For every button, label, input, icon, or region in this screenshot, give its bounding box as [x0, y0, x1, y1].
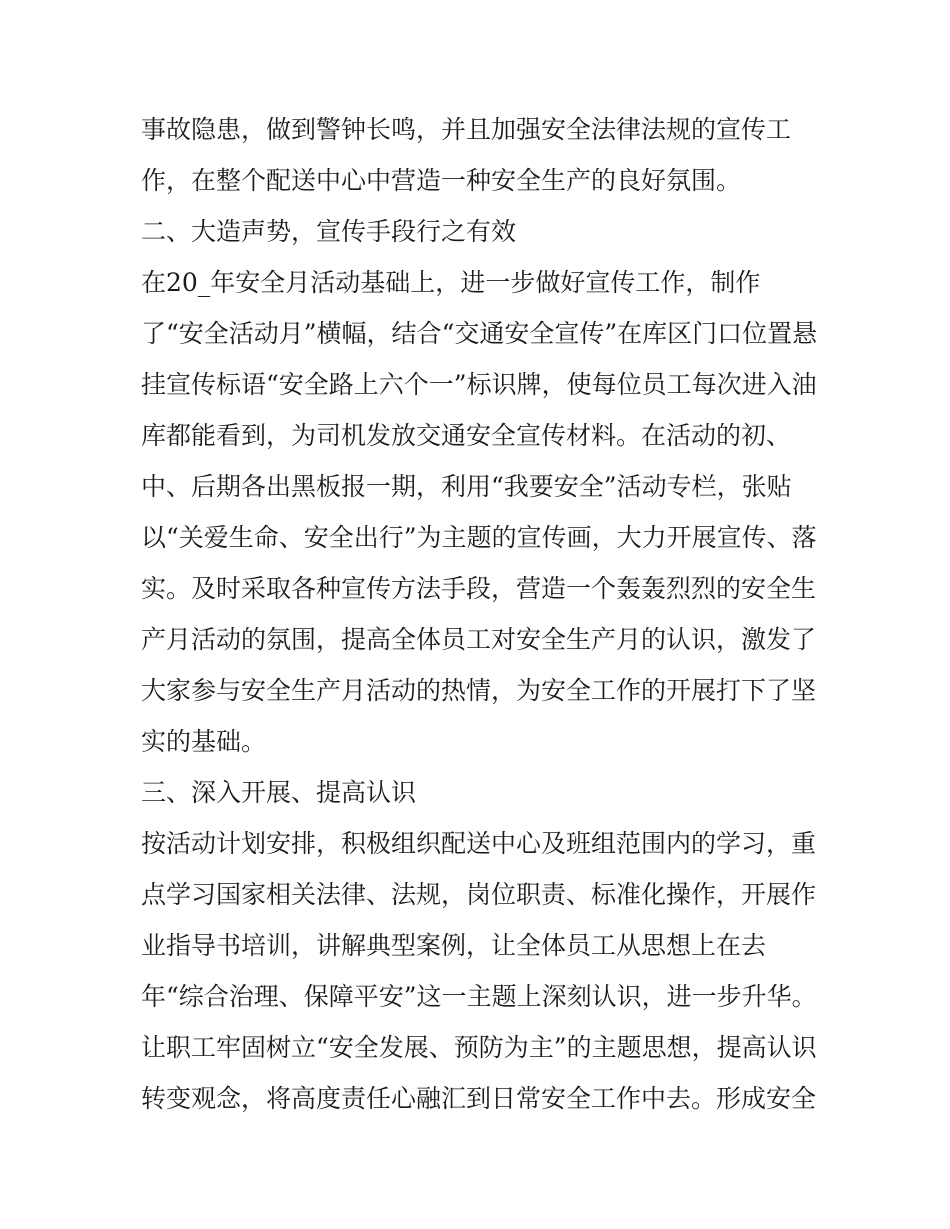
text-line: 产月活动的氛围，提高全体员工对安全生产月的认识，激发了 [141, 625, 817, 654]
text-line: 年“综合治理、保障平安”这一主题上深刻认识，进一步升华。 [141, 982, 817, 1011]
text-line: 挂宣传标语“安全路上六个一”标识牌，使每位员工每次进入油 [141, 370, 817, 399]
section-heading: 二、大造声势，宣传手段行之有效 [141, 217, 517, 246]
text-line: 以“关爱生命、安全出行”为主题的宣传画，大力开展宣传、落 [141, 523, 817, 552]
section-heading: 三、深入开展、提高认识 [141, 778, 417, 807]
text-line: 事故隐患，做到警钟长鸣，并且加强安全法律法规的宣传工 [141, 115, 792, 144]
text-line: 实。及时采取各种宣传方法手段，营造一个轰轰烈烈的安全生 [141, 574, 817, 603]
text-line: 了“安全活动月”横幅，结合“交通安全宣传”在库区门口位置悬 [141, 319, 818, 348]
text-line: 作，在整个配送中心中营造一种安全生产的良好氛围。 [141, 166, 742, 195]
text-line: 转变观念，将高度责任心融汇到日常安全工作中去。形成安全 [141, 1084, 817, 1113]
text-line: 让职工牢固树立“安全发展、预防为主”的主题思想，提高认识 [141, 1033, 817, 1062]
text-line: 业指导书培训，讲解典型案例，让全体员工从思想上在去 [141, 931, 767, 960]
text-line: 按活动计划安排，积极组织配送中心及班组范围内的学习，重 [141, 829, 817, 858]
text-line: 中、后期各出黑板报一期，利用“我要安全”活动专栏，张贴 [141, 472, 792, 501]
text-line: 实的基础。 [141, 727, 267, 756]
text-line: 大家参与安全生产月活动的热情，为安全工作的开展打下了坚 [141, 676, 817, 705]
text-line: 点学习国家相关法律、法规，岗位职责、标准化操作，开展作 [141, 880, 817, 909]
text-line: 库都能看到，为司机发放交通安全宣传材料。在活动的初、 [141, 421, 792, 450]
text-line: 在20_年安全月活动基础上，进一步做好宣传工作，制作 [141, 268, 761, 297]
